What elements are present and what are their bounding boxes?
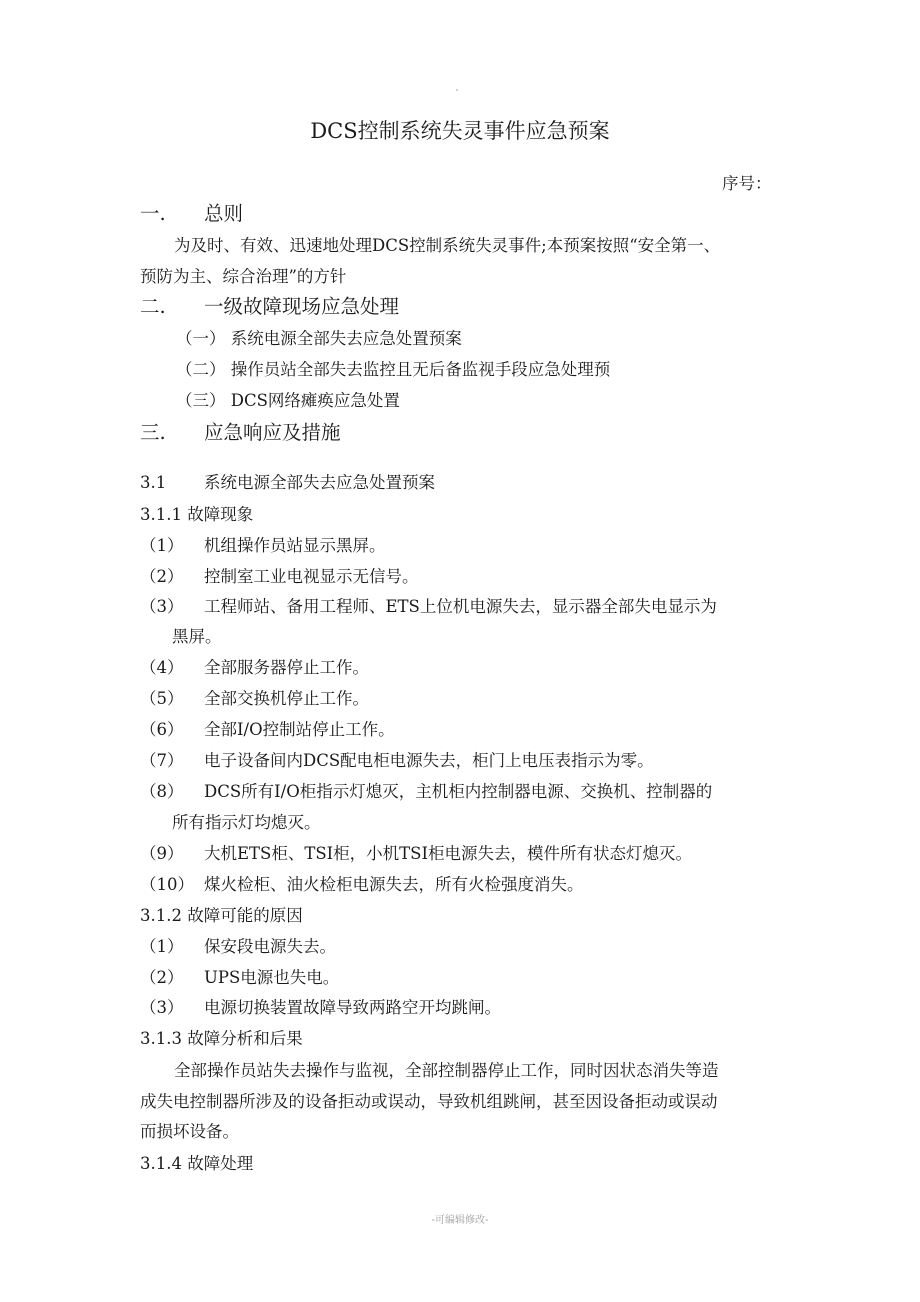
serial-number-label: 序号： bbox=[722, 174, 772, 193]
list-item-text: 电子设备间内DCS配电柜电源失去，柜门上电压表指示为零。 bbox=[204, 751, 654, 770]
list-item-text: 全部交换机停止工作。 bbox=[204, 689, 369, 708]
list-item-number: （2） bbox=[140, 968, 184, 987]
subsection-3-1-number: 3.1 bbox=[140, 473, 167, 492]
list-item-text: 全部I/O控制站停止工作。 bbox=[204, 720, 395, 739]
document-title: DCS控制系统失灵事件应急预案 bbox=[310, 119, 610, 143]
list-item-text: DCS所有I/O柜指示灯熄灭，主机柜内控制器电源、交换机、控制器的 bbox=[204, 782, 713, 801]
section-1-title: 总则 bbox=[204, 202, 244, 225]
section-2-item: （一） 系统电源全部失去应急处置预案 bbox=[176, 329, 462, 348]
list-item-continuation: 黑屏。 bbox=[172, 627, 222, 646]
list-item-text: 煤火检柜、油火检柜电源失去，所有火检强度消失。 bbox=[204, 875, 584, 894]
list-item-number: （2） bbox=[140, 567, 184, 586]
subsection-3-1-2-title: 3.1.2 故障可能的原因 bbox=[140, 906, 303, 925]
section-2-item: （二） 操作员站全部失去监控且无后备监视手段应急处理预 bbox=[176, 360, 611, 379]
list-item-number: （7） bbox=[140, 751, 184, 770]
list-item-text: 机组操作员站显示黑屏。 bbox=[204, 536, 386, 555]
section-2-item: （三） DCS网络瘫痪应急处置 bbox=[176, 391, 400, 410]
subsection-3-1-3-title: 3.1.3 故障分析和后果 bbox=[140, 1029, 303, 1048]
section-2-number: 二. bbox=[140, 295, 166, 318]
analysis-paragraph-line-2: 成失电控制器所涉及的设备拒动或误动，导致机组跳闸，甚至因设备拒动或误动 bbox=[140, 1092, 718, 1111]
analysis-paragraph-line-1: 全部操作员站失去操作与监视，全部控制器停止工作，同时因状态消失等造 bbox=[174, 1061, 719, 1080]
list-item-text: 电源切换装置故障导致两路空开均跳闸。 bbox=[204, 998, 501, 1017]
list-item-text: 工程师站、备用工程师、ETS上位机电源失去，显示器全部失电显示为 bbox=[204, 597, 717, 616]
section-1-number: 一. bbox=[140, 202, 166, 225]
list-item-number: （4） bbox=[140, 658, 184, 677]
subsection-3-1-4-title: 3.1.4 故障处理 bbox=[140, 1154, 254, 1173]
section-1-paragraph-line-1: 为及时、有效、迅速地处理DCS控制系统失灵事件;本预案按照“安全第一、 bbox=[174, 236, 721, 255]
list-item-number: （3） bbox=[140, 998, 184, 1017]
list-item-number: （1） bbox=[140, 536, 184, 555]
list-item-number: （8） bbox=[140, 782, 184, 801]
top-dot bbox=[456, 89, 458, 91]
subsection-3-1-title: 系统电源全部失去应急处置预案 bbox=[204, 473, 435, 492]
list-item-text: 全部服务器停止工作。 bbox=[204, 658, 369, 677]
section-3-number: 三. bbox=[140, 421, 166, 444]
section-2-title: 一级故障现场应急处理 bbox=[204, 295, 400, 318]
list-item-number: （3） bbox=[140, 597, 184, 616]
list-item-text: 保安段电源失去。 bbox=[204, 937, 336, 956]
list-item-number: （5） bbox=[140, 689, 184, 708]
list-item-number: （1） bbox=[140, 937, 184, 956]
section-3-title: 应急响应及措施 bbox=[204, 421, 341, 444]
analysis-paragraph-line-3: 而损坏设备。 bbox=[140, 1122, 239, 1141]
page-footer: -可编辑修改- bbox=[431, 1215, 489, 1226]
list-item-number: （10） bbox=[140, 875, 194, 894]
list-item-number: （6） bbox=[140, 720, 184, 739]
subsection-3-1-1-title: 3.1.1 故障现象 bbox=[140, 505, 254, 524]
list-item-text: 控制室工业电视显示无信号。 bbox=[204, 567, 419, 586]
list-item-number: （9） bbox=[140, 844, 184, 863]
list-item-continuation: 所有指示灯均熄灭。 bbox=[172, 813, 321, 832]
section-1-paragraph-line-2: 预防为主、综合治理”的方针 bbox=[140, 267, 347, 286]
list-item-text: 大机ETS柜、TSI柜，小机TSI柜电源失去，模件所有状态灯熄灭。 bbox=[204, 844, 693, 863]
list-item-text: UPS电源也失电。 bbox=[204, 968, 340, 987]
